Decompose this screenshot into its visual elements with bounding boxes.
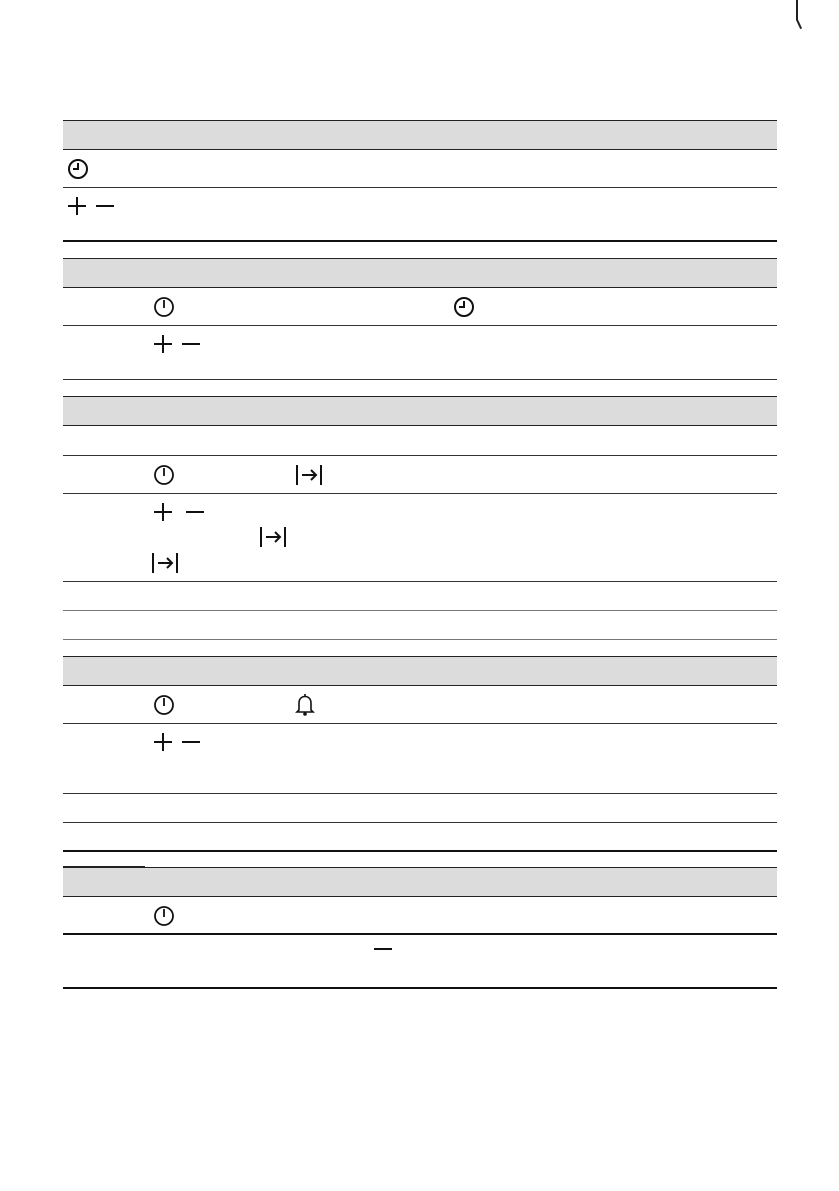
step-row bbox=[63, 935, 777, 989]
end-arrow-icon bbox=[295, 464, 323, 486]
power-icon bbox=[153, 296, 175, 318]
step-row bbox=[63, 150, 777, 188]
step-row bbox=[63, 897, 777, 935]
section-minute-minder bbox=[63, 656, 777, 867]
section-clock-display bbox=[63, 867, 777, 989]
minus-icon bbox=[185, 502, 205, 522]
bell-icon bbox=[295, 693, 315, 717]
step-row bbox=[63, 724, 777, 794]
section-header bbox=[63, 656, 777, 686]
step-row bbox=[63, 582, 777, 611]
plus-icon bbox=[153, 334, 173, 354]
step-row bbox=[63, 686, 777, 724]
step-row bbox=[63, 823, 777, 852]
step-row bbox=[63, 288, 777, 326]
section-header bbox=[63, 120, 777, 150]
clock-icon bbox=[67, 158, 89, 180]
minus-icon bbox=[181, 334, 201, 354]
step-row bbox=[63, 611, 777, 640]
power-icon bbox=[153, 464, 175, 486]
section-header bbox=[63, 258, 777, 288]
plus-icon bbox=[67, 196, 87, 216]
step-row bbox=[63, 494, 777, 582]
section-time-setting bbox=[63, 120, 777, 242]
plus-icon bbox=[153, 502, 173, 522]
instruction-table bbox=[63, 120, 777, 989]
section-header bbox=[63, 396, 777, 426]
step-row bbox=[63, 326, 777, 380]
power-icon bbox=[153, 694, 175, 716]
step-row bbox=[63, 188, 777, 242]
section-end-time bbox=[63, 396, 777, 640]
power-icon bbox=[153, 905, 175, 927]
minus-icon bbox=[95, 196, 115, 216]
step-row bbox=[63, 426, 777, 456]
end-arrow-icon bbox=[259, 526, 287, 548]
minus-icon bbox=[181, 732, 201, 752]
step-row bbox=[63, 456, 777, 494]
plus-icon bbox=[153, 732, 173, 752]
clock-icon bbox=[453, 296, 475, 318]
cut-mark bbox=[791, 0, 803, 30]
end-arrow-icon bbox=[151, 552, 179, 574]
section-header bbox=[63, 867, 777, 897]
step-row bbox=[63, 794, 777, 823]
minus-icon bbox=[373, 939, 393, 959]
section-clock-adjust bbox=[63, 258, 777, 380]
